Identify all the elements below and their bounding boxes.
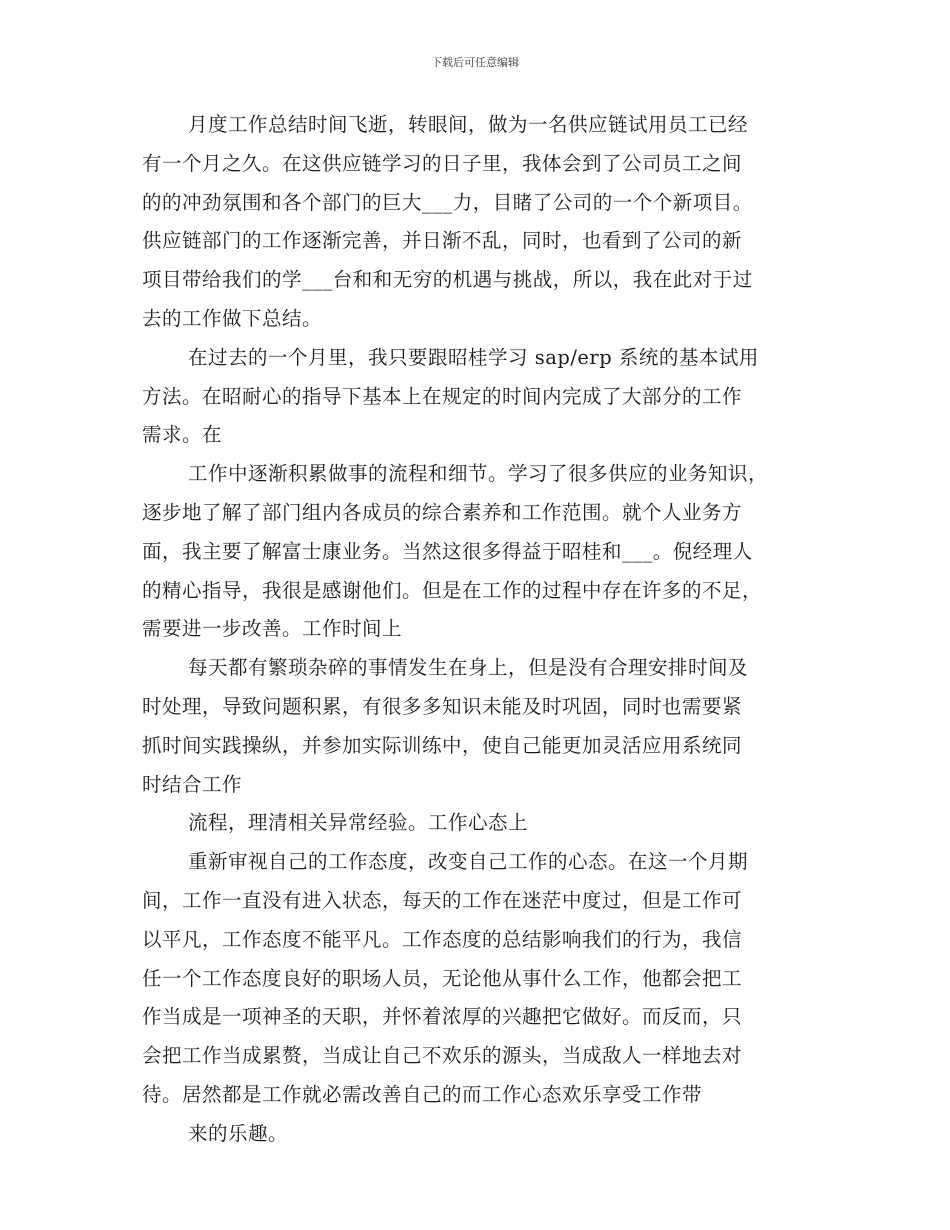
text-line: 方法。在昭耐心的指导下基本上在规定的时间内完成了大部分的工作 bbox=[142, 384, 743, 408]
text-line: 需求。在 bbox=[142, 423, 223, 447]
text-line: 待。居然都是工作就必需改善自己的而工作心态欢乐享受工作带 bbox=[142, 1082, 703, 1106]
text-line: 每天都有繁琐杂碎的事情发生在身上，但是没有合理安排时间及 bbox=[188, 656, 749, 680]
text-line: 需要进一步改善。工作时间上 bbox=[142, 617, 403, 641]
text-line: 以平凡，工作态度不能平凡。工作态度的总结影响我们的行为，我信 bbox=[142, 927, 743, 951]
text-line: 时处理，导致问题积累，有很多多知识未能及时巩固，同时也需要紧 bbox=[142, 694, 743, 718]
text-line: 重新审视自己的工作态度，改变自己工作的心态。在这一个月期 bbox=[188, 850, 749, 874]
text-line: 去的工作做下总结。 bbox=[142, 306, 323, 330]
text-line: 的精心指导，我很是感谢他们。但是在工作的过程中存在许多的不足， bbox=[142, 578, 763, 602]
text-line: 流程，理清相关异常经验。工作心态上 bbox=[188, 811, 529, 835]
text-line: 间，工作一直没有进入状态，每天的工作在迷茫中度过，但是工作可 bbox=[142, 888, 743, 912]
text-line: 供应链部门的工作逐渐完善，并日渐不乱，同时，也看到了公司的新 bbox=[142, 229, 743, 253]
text-line: 有一个月之久。在这供应链学习的日子里，我体会到了公司员工之间 bbox=[142, 151, 743, 175]
text-line: 来的乐趣。 bbox=[188, 1121, 289, 1145]
text-line: 作当成是一项神圣的天职，并怀着浓厚的兴趣把它做好。而反而，只 bbox=[142, 1005, 743, 1029]
text-line: 抓时间实践操纵，并参加实际训练中，使自己能更加灵活应用系统同 bbox=[142, 733, 743, 757]
text-line: 工作中逐渐积累做事的流程和细节。学习了很多供应的业务知识， bbox=[188, 462, 769, 486]
text-line: 任一个工作态度良好的职场人员，无论他从事什么工作，他都会把工 bbox=[142, 966, 743, 990]
text-line: 在过去的一个月里，我只要跟昭桂学习 sap/erp 系统的基本试用 bbox=[188, 345, 759, 369]
text-line: 面，我主要了解富士康业务。当然这很多得益于昭桂和___。倪经理人 bbox=[142, 539, 753, 563]
page-header-note: 下载后可任意编辑 bbox=[431, 56, 519, 69]
text-line: 的的冲劲氛围和各个部门的巨大___力，目睹了公司的一个个新项目。 bbox=[142, 190, 753, 214]
text-line: 逐步地了解了部门组内各成员的综合素养和工作范围。就个人业务方 bbox=[142, 500, 743, 524]
text-line: 时结合工作 bbox=[142, 772, 243, 796]
text-line: 项目带给我们的学___台和和无穷的机遇与挑战，所以，我在此对于过 bbox=[142, 268, 753, 292]
text-line: 月度工作总结时间飞逝，转眼间，做为一名供应链试用员工已经 bbox=[188, 113, 749, 136]
document-body bbox=[142, 106, 822, 1154]
text-line: 会把工作当成累赘，当成让自己不欢乐的源头，当成敌人一样地去对 bbox=[142, 1044, 743, 1068]
